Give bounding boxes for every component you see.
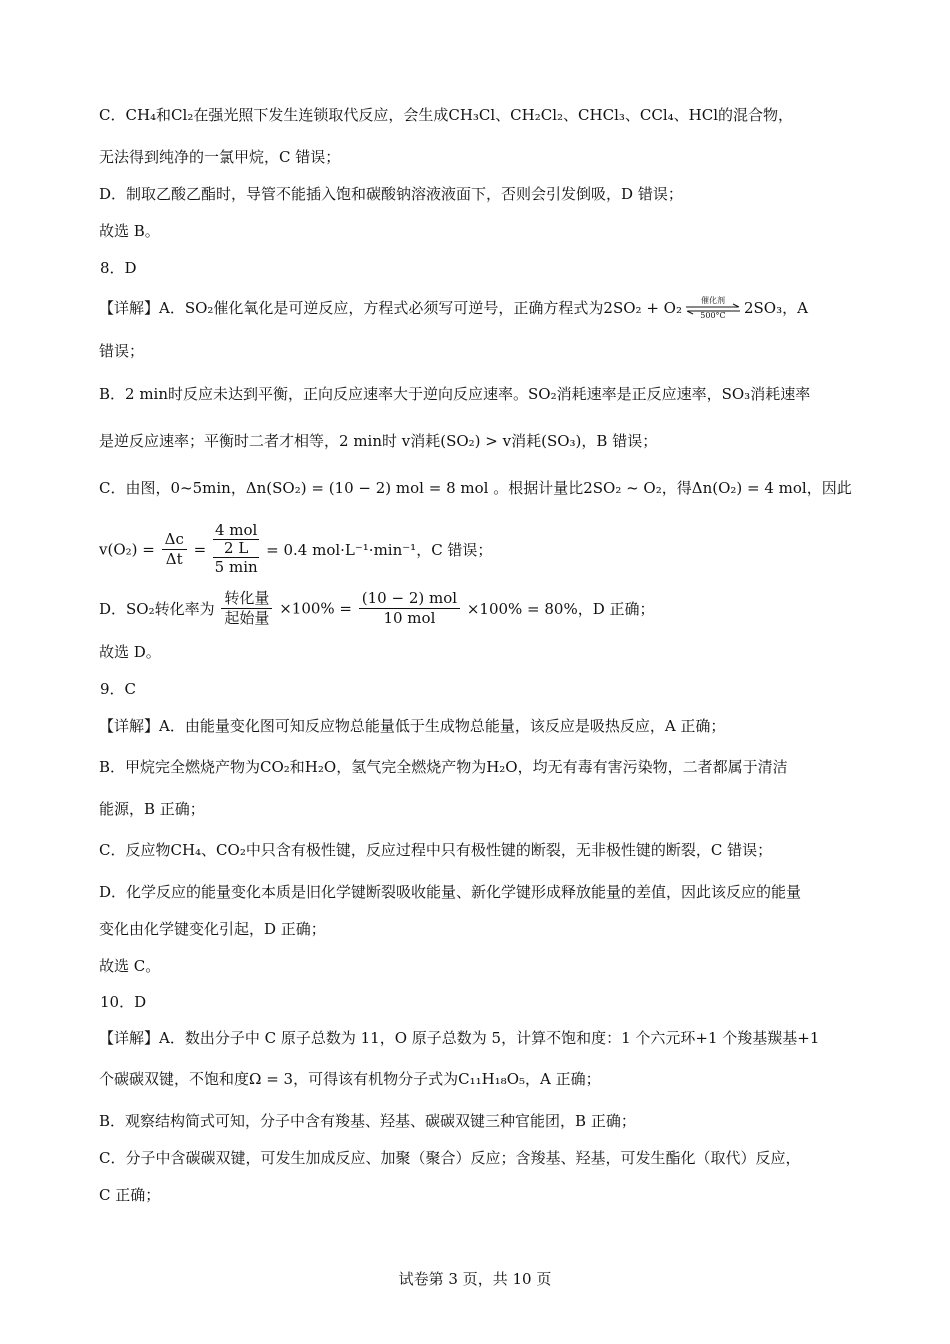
equals-sign: = <box>193 540 207 559</box>
equation-lhs: v(O₂) = <box>99 540 155 559</box>
text-line: 个碳碳双键，不饱和度Ω = 3，可得该有机物分子式为C₁₁H₁₈O₅，A 正确； <box>99 1070 601 1088</box>
catalyst-label: 催化剂 <box>700 296 725 305</box>
text-line: 变化由化学键变化引起，D 正确； <box>99 920 326 938</box>
denominator: 5 min <box>214 558 258 576</box>
reversible-arrow <box>684 296 742 320</box>
question-number: 10．D <box>100 993 147 1011</box>
numerator: 转化量 <box>221 589 272 609</box>
rate-equation <box>99 522 492 577</box>
numerator: Δc <box>162 530 187 550</box>
inner-denominator: 2 L <box>224 539 249 557</box>
inner-fraction <box>213 522 259 557</box>
denominator: Δt <box>165 550 183 568</box>
text-segment: ×100% = 80%，D 正确； <box>466 600 655 618</box>
text-line <box>99 298 808 318</box>
denominator: 起始量 <box>224 609 270 627</box>
text-line: 故选 B。 <box>99 222 160 240</box>
text-line: B．2 min时反应未达到平衡，正向反应速率大于逆向反应速率。SO₂消耗速率是正反应速率，SO₃消耗速率 <box>99 385 811 403</box>
numerator: (10 − 2) mol <box>359 589 460 609</box>
text-line: 故选 C。 <box>99 957 161 975</box>
inner-numerator: 4 mol <box>214 521 258 539</box>
fraction-values <box>359 589 460 628</box>
page-footer: 试卷第 3 页，共 10 页 <box>398 1270 552 1288</box>
text-line: C．由图，0~5min，Δn(SO₂) = (10 − 2) mol = 8 mol 。根据计量比2SO₂ ~ O₂，得Δn(O₂) = 4 mol，因此 <box>99 479 852 497</box>
text-line: C．CH₄和Cl₂在强光照下发生连锁取代反应，会生成CH₃Cl、CH₂Cl₂、CHCl₃、CCl₄、HCl的混合物， <box>99 106 794 124</box>
denominator: 10 mol <box>383 609 436 627</box>
text-line: 【详解】A．由能量变化图可知反应物总能量低于生成物总能量，该反应是吸热反应，A 正确； <box>99 717 726 735</box>
question-number: 9．C <box>100 680 137 698</box>
numerator <box>213 522 259 558</box>
text-line: D．制取乙酸乙酯时，导管不能插入饱和碳酸钠溶液液面下，否则会引发倒吸，D 错误； <box>99 185 683 203</box>
text-line: 【详解】A．数出分子中 C 原子总数为 11，O 原子总数为 5，计算不饱和度：1 个六元环+1 个羧基羰基+1 <box>99 1029 820 1047</box>
text-segment: D．SO₂转化率为 <box>99 600 215 618</box>
fraction-conversion <box>221 589 272 628</box>
text-line: C．分子中含碳碳双键，可发生加成反应、加聚（聚合）反应；含羧基、羟基，可发生酯化（取代）反应， <box>99 1149 801 1167</box>
text-line: 能源，B 正确； <box>99 800 205 818</box>
text-segment: ×100% = <box>279 599 352 618</box>
text-line: B．甲烷完全燃烧产物为CO₂和H₂O，氢气完全燃烧产物为H₂O，均无有毒有害污染物，二者都属于清洁 <box>99 758 788 776</box>
temperature-label: 500°C <box>700 311 726 320</box>
conversion-equation <box>99 589 655 628</box>
fraction-dc-dt <box>162 530 187 569</box>
text-segment: 【详解】A．SO₂催化氧化是可逆反应，方程式必须写可逆号，正确方程式为2SO₂ + O₂ <box>99 299 682 317</box>
text-line: B．观察结构简式可知，分子中含有羧基、羟基、碳碳双键三种官能团，B 正确； <box>99 1112 636 1130</box>
text-line: 是逆反应速率；平衡时二者才相等，2 min时 v消耗(SO₂) > v消耗(SO₃)，B 错误； <box>99 432 658 450</box>
question-number: 8．D <box>100 259 137 277</box>
text-line: D．化学反应的能量变化本质是旧化学键断裂吸收能量、新化学键形成释放能量的差值，因此该反应的能量 <box>99 883 802 901</box>
text-segment: 2SO₃，A <box>743 299 808 317</box>
nested-fraction <box>213 522 259 577</box>
text-line: C 正确； <box>99 1186 161 1204</box>
equation-rhs: = 0.4 mol·L⁻¹·min⁻¹，C 错误； <box>266 541 493 559</box>
text-line: 故选 D。 <box>99 643 161 661</box>
text-line: 错误； <box>99 342 145 360</box>
text-line: 无法得到纯净的一氯甲烷，C 错误； <box>99 148 341 166</box>
text-line: C．反应物CH₄、CO₂中只含有极性键，反应过程中只有极性键的断裂，无非极性键的断裂，C 错误； <box>99 841 773 859</box>
